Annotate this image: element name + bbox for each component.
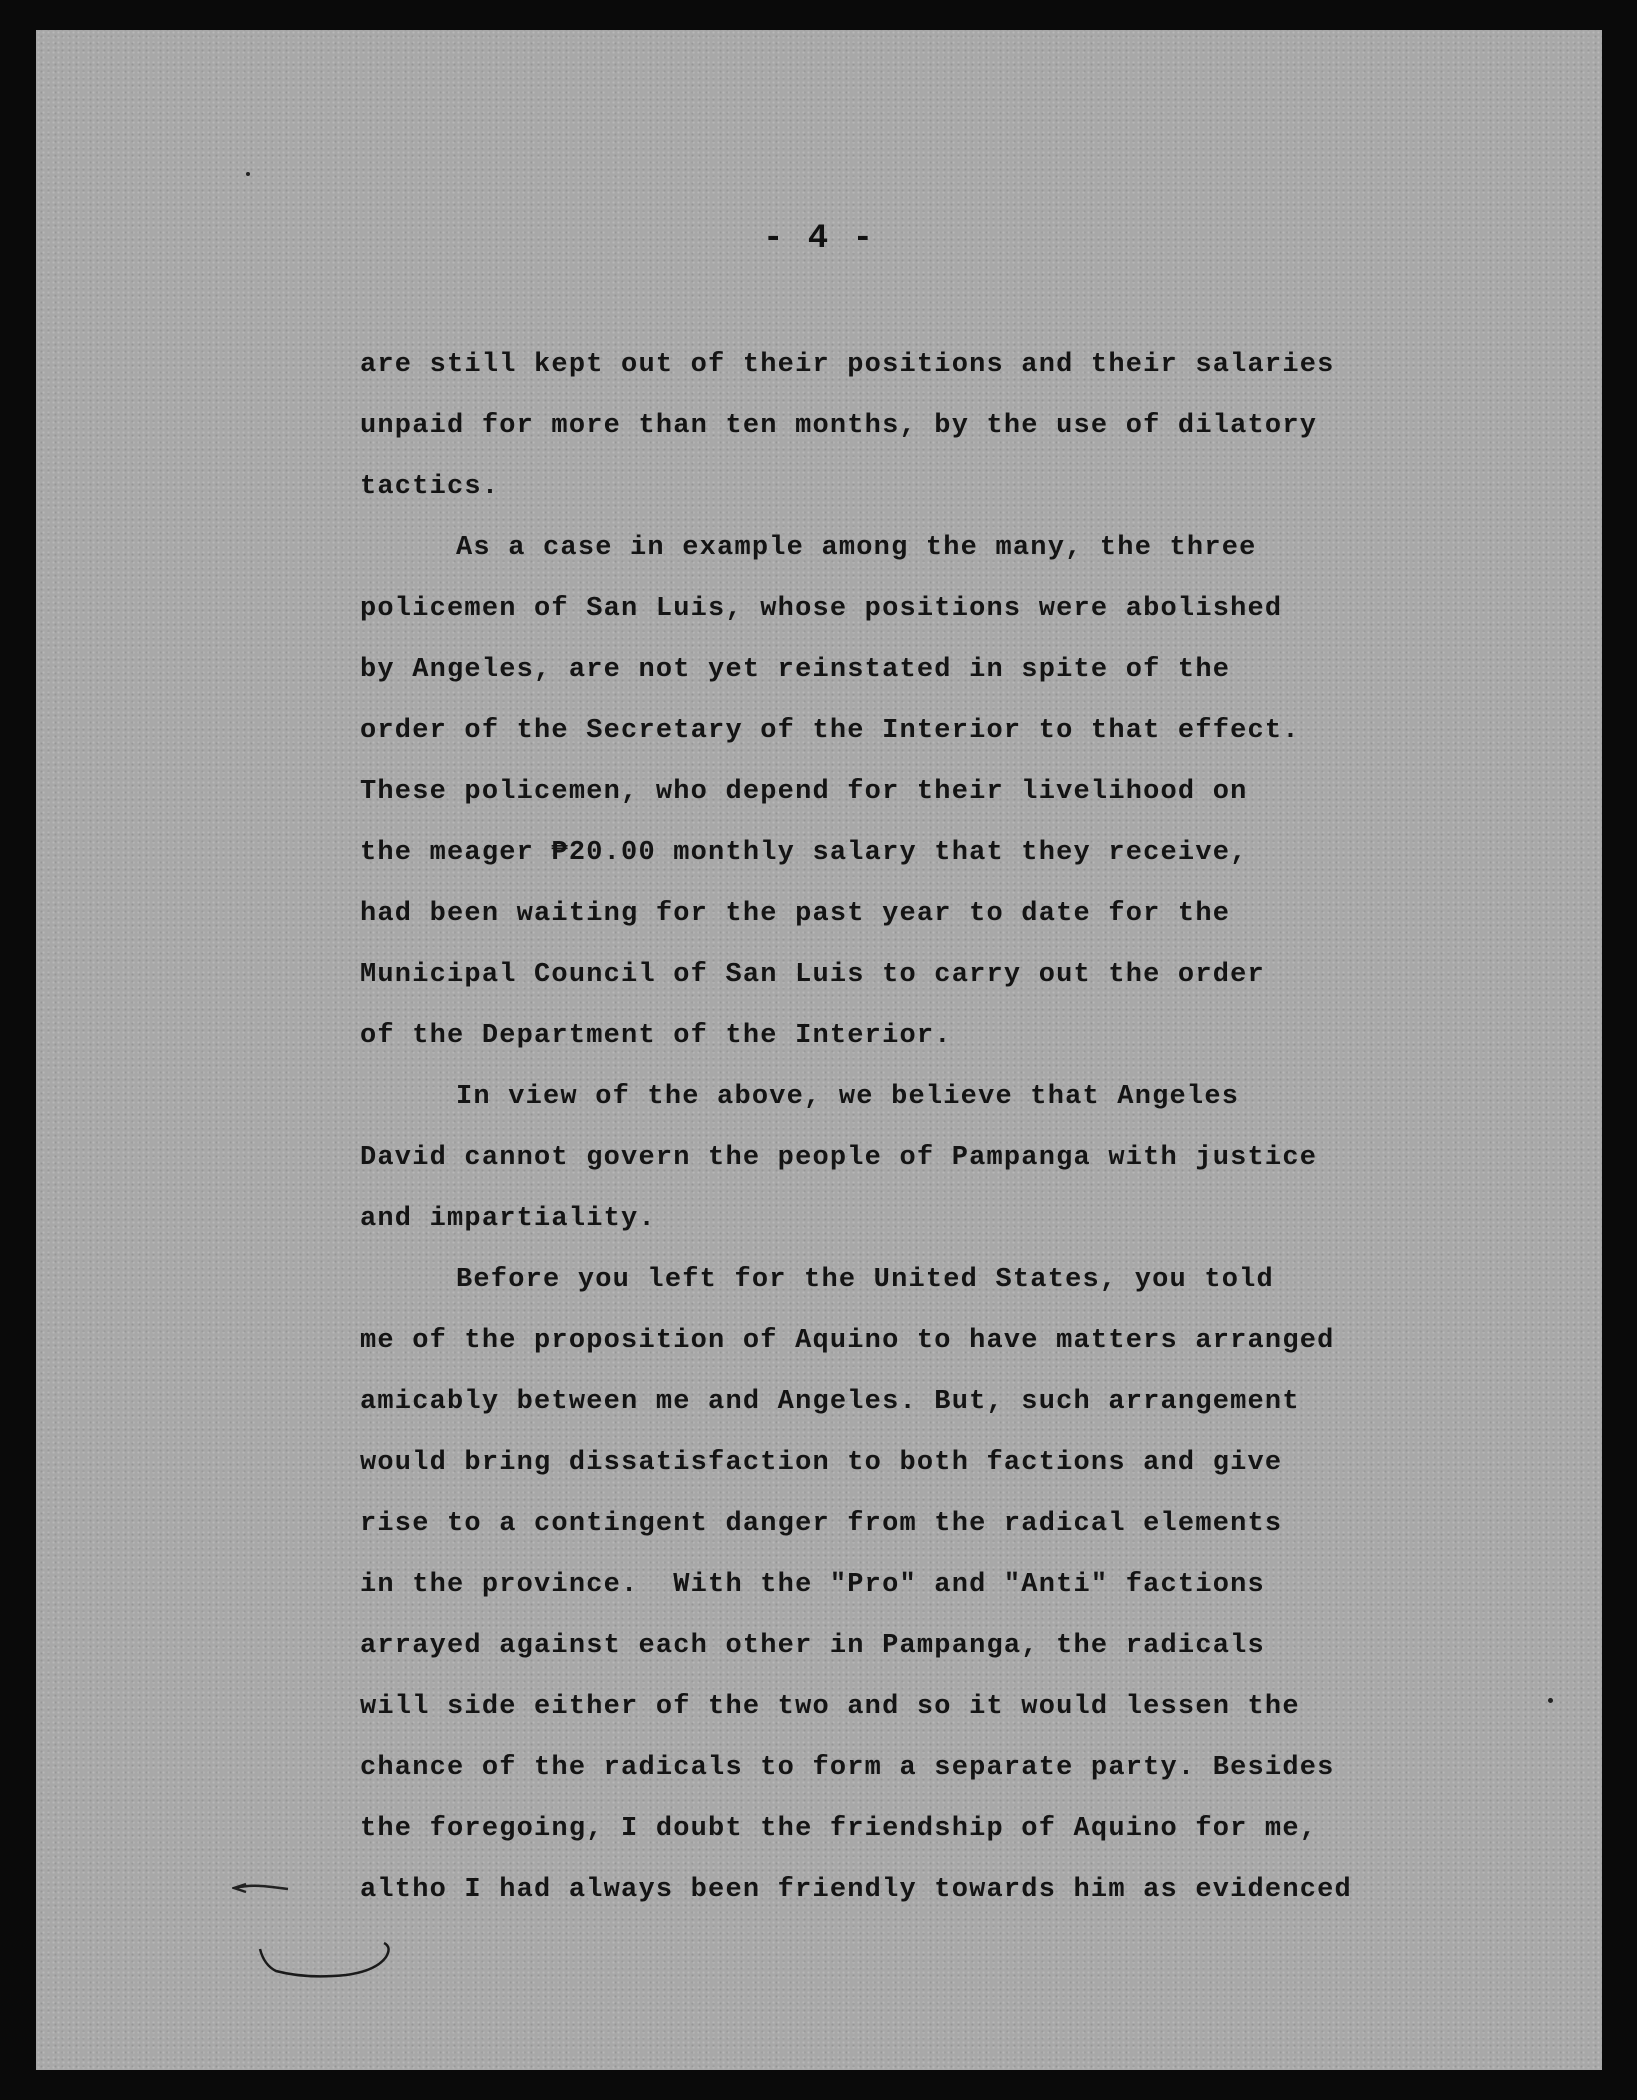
text-line: amicably between me and Angeles. But, such arrangement	[360, 1387, 1300, 1417]
text-line: order of the Secretary of the Interior to that effect.	[360, 716, 1300, 746]
speck-mark	[1548, 1698, 1553, 1703]
text-line: and impartiality.	[360, 1204, 656, 1234]
text-line: the meager ₱20.00 monthly salary that they receive,	[360, 838, 1248, 868]
text-line: are still kept out of their positions and their salaries	[360, 350, 1335, 380]
document-page	[36, 30, 1602, 2070]
pen-mark-arrow	[232, 1878, 292, 1898]
text-line: the foregoing, I doubt the friendship of Aquino for me,	[360, 1814, 1318, 1844]
text-line-paragraph-start: As a case in example among the many, the three	[456, 533, 1257, 563]
text-line: will side either of the two and so it would lessen the	[360, 1692, 1300, 1722]
text-line: policemen of San Luis, whose positions were abolished	[360, 594, 1283, 624]
text-line: chance of the radicals to form a separate party. Besides	[360, 1753, 1335, 1783]
text-line: rise to a contingent danger from the radical elements	[360, 1509, 1283, 1539]
text-line: arrayed against each other in Pampanga, the radicals	[360, 1631, 1265, 1661]
letter-body	[360, 335, 1470, 1921]
text-line: unpaid for more than ten months, by the use of dilatory	[360, 411, 1318, 441]
text-line-paragraph-start: Before you left for the United States, you told	[456, 1265, 1274, 1295]
text-line: would bring dissatisfaction to both factions and give	[360, 1448, 1283, 1478]
text-line: Municipal Council of San Luis to carry out the order	[360, 960, 1265, 990]
text-line-paragraph-start: In view of the above, we believe that Angeles	[456, 1082, 1240, 1112]
text-line: had been waiting for the past year to date for the	[360, 899, 1231, 929]
text-line: David cannot govern the people of Pampanga with justice	[360, 1143, 1318, 1173]
text-line: These policemen, who depend for their livelihood on	[360, 777, 1248, 807]
page-number: - 4 -	[762, 220, 876, 258]
text-line: tactics.	[360, 472, 500, 502]
text-line: in the province. With the "Pro" and "Anti" factions	[360, 1570, 1265, 1600]
text-line: me of the proposition of Aquino to have matters arranged	[360, 1326, 1335, 1356]
text-line: altho I had always been friendly towards him as evidenced	[360, 1875, 1352, 1905]
pen-mark-scribble	[256, 1935, 416, 1995]
text-line: by Angeles, are not yet reinstated in spite of the	[360, 655, 1231, 685]
speck-mark	[246, 172, 250, 176]
text-line: of the Department of the Interior.	[360, 1021, 952, 1051]
